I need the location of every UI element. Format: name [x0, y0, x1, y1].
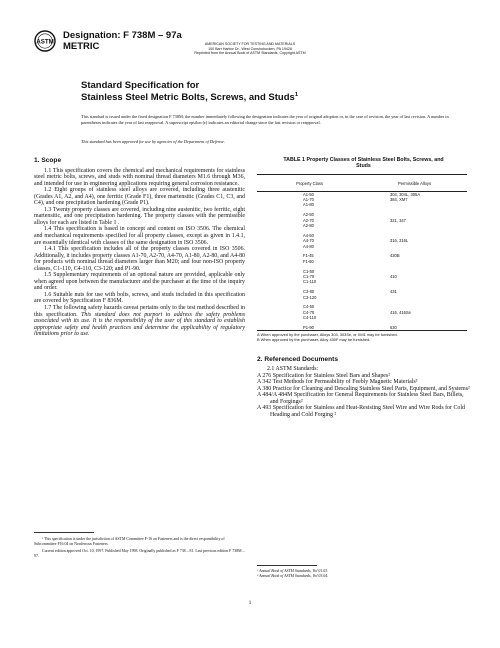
property-class-cell: P1-90: [257, 325, 362, 331]
table-body: [257, 191, 467, 331]
ref-a380: A 380 Practice for Cleaning and Descaling Stainless Steel Parts, Equipment, and Systems²: [257, 385, 470, 392]
title-line-2: Stainless Steel Metric Bolts, Screws, and Studs$^1$: [81, 91, 298, 103]
society-name: AMERICAN SOCIETY FOR TESTING AND MATERIALS: [204, 42, 296, 46]
property-class-cell: C3-120: [303, 294, 317, 300]
title-line-1: Standard Specification for: [81, 80, 200, 91]
permissible-alloys-cell: 430B: [390, 253, 400, 259]
property-class-cell: A2-70: [303, 217, 314, 223]
para-1-1: 1.1 This specification covers the chemical and mechanical requirements for stainless steel metric bolts, screws, and studs with nominal thread diameters M1.6 through M36, and intended for use in engineering applications requiring general corrosion resistance.: [34, 167, 245, 187]
ref-a484: A 484/A 484M Specification for General Requirements for Stainless Steel Bars, Billets, and Forgings²: [257, 392, 464, 405]
scope-section: [34, 158, 245, 338]
permissible-alloys-cell: 304, 304L, 305A: [390, 191, 421, 197]
references-list: [257, 366, 470, 418]
property-class-cell: F1-60: [303, 258, 314, 264]
table-header-property-class: Property Class: [257, 174, 362, 191]
property-class-table: [257, 174, 467, 332]
footnote-edition: Current edition approved Oct. 10, 1997. Published May 1998. Originally published as F 738 – 81. Last previous edition F 738M – 97.: [34, 548, 245, 558]
permissible-alloys-cell: 321, 347: [390, 217, 406, 223]
issue-note: This standard is issued under the fixed designation F 738M; the number immediately following the designation indicates the year of original adoption or, in the case of revision, the year of last revision. A number in parentheses indicates the year of last reapproval. A superscript epsilon (ε) indicates an editorial change since the last revision or reapproval.: [81, 114, 449, 125]
permissible-alloys-cell: 384, XM7: [390, 197, 408, 202]
title-footnote-mark: 1: [294, 91, 298, 98]
footnote-3: ³ Annual Book of ASTM Standards, Vol 03.04.: [257, 574, 329, 578]
table-header-permissible-alloys: Permissible Alloys: [362, 174, 467, 191]
permissible-alloys-cell: 316, 316L: [390, 238, 409, 244]
reprint-note: Reprinted from the Annual Book of ASTM Standards, Copyright ASTM: [194, 51, 306, 56]
property-class-cell: C3-80: [303, 289, 315, 295]
designation-text: Designation: F 738M – 97a: [63, 30, 182, 41]
scope-heading: 1. Scope: [34, 157, 62, 164]
right-column: [257, 157, 470, 418]
property-class-cell: A4-50: [303, 232, 314, 238]
property-class-cell: C4-70: [303, 309, 315, 315]
table-note-b: B When approved by the purchaser, Alloy 430F may be furnished.: [257, 337, 371, 343]
footnote-2: ² Annual Book of ASTM Standards, Vol 01.03.: [257, 569, 329, 573]
property-class-cell: A4-80: [303, 243, 314, 249]
property-class-cell: A1-70: [303, 197, 314, 202]
property-class-cell: A2-80: [303, 223, 314, 229]
table-caption-line-1: TABLE 1 Property Classes of Stainless Steel Bolts, Screws, and: [283, 157, 444, 163]
approval-note: This standard has been approved for use by agencies of the Department of Defense.: [81, 139, 225, 144]
property-class-cell: C1-50: [303, 268, 315, 274]
ref-a342: A 342 Test Methods for Permeability of Feebly Magnetic Materials³: [257, 379, 418, 386]
para-1-2: 1.2 Eight groups of stainless steel alloys are covered, including three austenitic (Grades A1, A2, and A4), one ferritic (Grade F1), three martensitic (Grades C1, C3, and C4), and one precipitation hardening (Grade P1).: [34, 187, 245, 207]
property-class-cell: F1-45: [303, 253, 314, 259]
left-footnotes: [34, 537, 245, 561]
footnote-divider: [34, 532, 94, 533]
page-number: 1: [248, 600, 252, 606]
para-1-5: 1.5 Supplementary requirements of an optional nature are provided, applicable only when agreed upon between the manufacturer and the purchaser at the time of the inquiry and order.: [34, 272, 245, 292]
permissible-alloys-cell: 410: [390, 274, 397, 280]
society-block: [0, 42, 500, 56]
para-1-3: 1.3 Twenty property classes are covered, including nine austenitic, two ferritic, eight martensitic, and one precipitation hardening. The property classes with the permissible alloys for each are listed in Table 1 .: [34, 206, 245, 226]
para-1-4-1: 1.4.1 This specification includes all of the property classes covered in ISO 3506. Additionally, it includes property classes A1-70, A2-70, A4-70, A1-80, A2-80, and A4-80 for products with nominal thread diameters larger than M20; and four non-ISO property classes, C1-110, C4-110, C3-120; and P1-90.: [34, 246, 245, 272]
property-class-cell: A1-80: [303, 202, 314, 208]
property-class-cell: C1-70: [303, 274, 315, 280]
para-1-7: 1.7 The following safety hazards caveat pertains only to the test method described in this specification. This standard does not purport to address the safety problems associated with its use. It is the responsibility of the user of this standard to establish appropriate safety and health practices and determine the applicability of regulatory limitations prior to use.: [34, 305, 245, 338]
property-class-cell: A4-70: [303, 238, 314, 244]
property-class-cell: A2-50: [303, 212, 314, 218]
footnote-1: ¹ This specification is under the jurisdiction of ASTM Committee F-16 on Fasteners and is the direct responsibility of Subcommittee F16.04 on Nonferrous Fasteners.: [34, 537, 225, 546]
permissible-alloys-cell: 431: [390, 289, 397, 295]
para-1-4: 1.4 This specification is based in concept and content on ISO 3506. The chemical and mechanical requirements specified for all property classes, except as given in 1.4.1, are essentially identical with classes of the same designation in ISO 3506.: [34, 226, 245, 246]
table-row: [257, 325, 467, 331]
society-address: 100 Barr Harbor Dr., West Conshohocken, PA 19428: [208, 46, 292, 51]
right-footnote-divider: [257, 565, 317, 566]
property-class-cell: C4-110: [303, 315, 317, 321]
permissible-alloys-cell: 416, 416Se: [390, 309, 411, 315]
svg-text:ASTM: ASTM: [36, 38, 54, 46]
property-class-cell: C1-110: [303, 279, 317, 285]
right-footnotes: [257, 569, 467, 579]
property-class-cell: C4-50: [303, 304, 315, 310]
ref-2-1: 2.1 ASTM Standards:: [267, 366, 319, 373]
permissible-alloys-cell: 630: [362, 325, 467, 331]
table-note-a: A When approved by the purchaser, Alloys 303, 303Se, or XM1 may be furnished.: [257, 332, 398, 338]
ref-a276: A 276 Specification for Stainless Steel Bars and Shapes²: [257, 372, 390, 379]
table-caption: [257, 157, 470, 170]
para-1-6: 1.6 Suitable nuts for use with bolts, screws, and studs included in this specification are covered by Specification F 836M.: [34, 291, 245, 305]
safety-caveat: This standard does not purport to address the safety problems associated with its use. It is the responsibility of the user of this standard to establish appropriate safety and health practices and determine the applicability of regulatory limitations prior to use.: [34, 311, 245, 338]
references-heading: 2. Referenced Documents: [257, 356, 338, 364]
table-notes: [257, 333, 470, 343]
metric-label: METRIC: [63, 41, 100, 52]
property-class-cell: A1-50: [303, 191, 314, 197]
document-title: [81, 80, 441, 103]
table-caption-line-2: Studs: [356, 163, 371, 170]
ref-a493: A 493 Specification for Stainless and Heat-Resisting Steel Wire and Wire Rods for Cold Heading and Cold Forging ²: [257, 405, 465, 418]
